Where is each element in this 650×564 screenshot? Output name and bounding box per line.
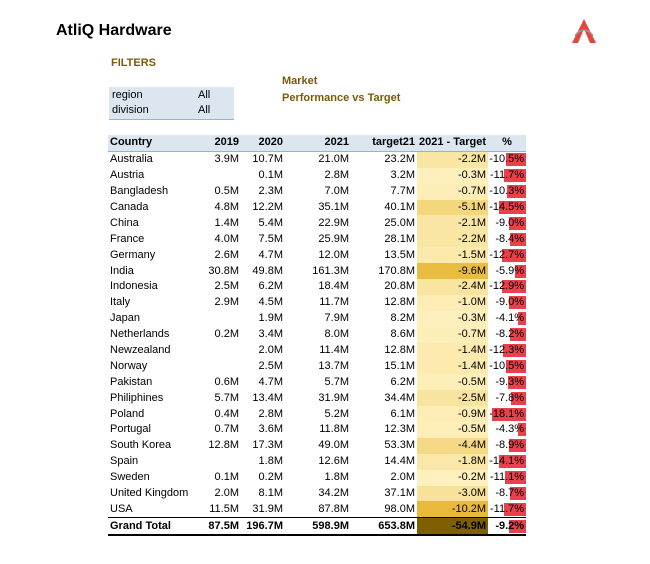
cell-diff: -0.3M (417, 311, 488, 327)
cell-target21: 653.8M (351, 518, 417, 535)
cell-diff: -0.9M (417, 406, 488, 422)
pct-value: -14.5% (489, 201, 525, 213)
report-title (282, 73, 400, 107)
cell-pct (488, 168, 526, 184)
cell-country: Grand Total (108, 518, 197, 535)
cell-target21: 53.3M (384, 439, 415, 452)
cell-2019: 0.7M (214, 423, 239, 436)
cell-country: United Kingdom (110, 487, 189, 500)
filter-key: division (112, 104, 149, 116)
cell-country: Norway (110, 359, 148, 372)
cell-target21: 7.7M (390, 185, 415, 198)
cell-2019: 11.5M (209, 502, 239, 515)
cell-2021: 5.2M (324, 407, 349, 420)
report-title-line2: Performance vs Target (282, 92, 401, 104)
filter-key: region (112, 89, 143, 101)
cell-2020: 8.1M (258, 487, 283, 500)
cell-pct (488, 263, 526, 279)
cell-target21: 37.1M (384, 487, 415, 500)
pct-value: -11.1% (490, 471, 525, 484)
cell-diff: -10.2M (417, 501, 488, 517)
pct-value: -8.4% (495, 232, 525, 245)
cell-2019 (197, 311, 241, 327)
cell-pct (488, 470, 526, 486)
cell-target21: 14.4M (384, 455, 415, 468)
cell-2020: 1.8M (258, 455, 283, 468)
cell-2019: 0.1M (214, 471, 239, 484)
col-header-target21[interactable]: target21 (351, 135, 417, 151)
cell-2019: 3.9M (214, 153, 239, 166)
cell-2021: 34.2M (318, 487, 349, 500)
cell-target21: 25.0M (384, 216, 415, 229)
pct-value: -9.2% (495, 519, 525, 532)
cell-country: Canada (110, 201, 149, 213)
cell-country: Italy (110, 296, 131, 309)
cell-target21: 8.6M (390, 328, 415, 341)
cell-2019: 0.4M (214, 407, 239, 420)
table-row[interactable] (108, 200, 526, 216)
pct-value: -5.9% (495, 264, 525, 277)
table-row[interactable] (108, 501, 526, 517)
cell-country: Spain (110, 455, 139, 468)
cell-pct (488, 343, 526, 359)
cell-2021: 12.6M (318, 455, 349, 468)
cell-country: Newzealand (110, 344, 171, 357)
table-body (108, 151, 526, 535)
cell-2021: 87.8M (318, 502, 349, 515)
table-row[interactable] (108, 454, 526, 470)
table-row[interactable] (108, 406, 526, 422)
cell-target21: 20.8M (384, 280, 415, 293)
cell-country: China (110, 216, 139, 229)
cell-target21: 15.1M (384, 359, 415, 372)
cell-2021: 11.4M (319, 344, 349, 357)
cell-pct (488, 231, 526, 247)
cell-target21: 12.3M (384, 423, 415, 436)
cell-2021: 7.9M (324, 312, 349, 325)
cell-target21: 6.1M (390, 407, 415, 420)
cell-2019 (197, 454, 241, 470)
cell-target21: 23.2M (384, 153, 415, 166)
cell-2020: 17.3M (252, 439, 283, 452)
table-row[interactable] (108, 311, 526, 327)
cell-2019: 4.8M (214, 201, 239, 213)
cell-2019: 4.0M (214, 232, 239, 245)
filter-panel (109, 87, 234, 120)
cell-country: South Korea (110, 439, 172, 452)
cell-target21: 8.2M (390, 312, 415, 325)
table-row[interactable] (108, 279, 526, 295)
cell-2021: 22.9M (318, 216, 349, 229)
cell-2020: 49.8M (252, 264, 283, 277)
cell-diff: -1.4M (417, 343, 488, 359)
cell-country: Portugal (110, 423, 151, 436)
cell-diff: -2.2M (417, 151, 488, 167)
cell-2021: 7.0M (324, 185, 349, 198)
cell-country: Austria (110, 169, 145, 182)
cell-2019: 2.5M (214, 280, 239, 293)
pct-value: -11.7% (490, 169, 525, 182)
cell-country: Indonesia (110, 280, 158, 293)
cell-2019 (197, 343, 241, 359)
cell-2020: 10.7M (252, 153, 283, 166)
cell-country: Germany (110, 248, 156, 261)
cell-2019: 0.2M (214, 328, 239, 341)
cell-2021: 18.4M (318, 280, 349, 293)
col-header-2019[interactable]: 2019 (197, 135, 241, 151)
cell-pct (488, 311, 526, 327)
cell-diff: -0.7M (417, 184, 488, 200)
table-row[interactable] (108, 327, 526, 343)
cell-diff: -2.4M (417, 279, 488, 295)
cell-2019: 5.7M (214, 391, 239, 404)
cell-pct (488, 295, 526, 311)
pct-value: -18.1% (489, 407, 525, 420)
cell-diff: -0.5M (417, 422, 488, 438)
cell-diff: -0.5M (417, 374, 488, 390)
cell-2021: 13.7M (318, 359, 349, 372)
cell-2020: 2.8M (258, 407, 283, 420)
cell-2021: 598.9M (285, 518, 351, 535)
cell-pct (488, 358, 526, 374)
pct-value: -9.0% (495, 216, 525, 229)
app-title: AtliQ Hardware (56, 22, 172, 39)
col-header-2020[interactable]: 2020 (241, 135, 285, 151)
cell-2019: 87.5M (197, 518, 241, 535)
pct-value: -10.3% (489, 185, 525, 198)
pct-value: -9.3% (495, 375, 525, 388)
cell-country: India (110, 264, 134, 277)
cell-2019: 2.9M (214, 296, 239, 309)
pct-value: -8.7% (495, 487, 525, 500)
cell-diff: -1.8M (417, 454, 488, 470)
cell-diff: -0.2M (417, 470, 488, 486)
cell-2019 (197, 358, 241, 374)
report-title-line1: Market (282, 75, 318, 87)
table-row[interactable] (108, 438, 526, 454)
cell-2019 (197, 168, 241, 184)
cell-2020: 0.2M (258, 471, 283, 484)
cell-diff: -5.1M (417, 200, 488, 216)
cell-country: Netherlands (110, 328, 170, 341)
cell-diff: -0.7M (417, 327, 488, 343)
cell-2020: 2.3M (258, 185, 283, 198)
cell-pct (488, 501, 526, 517)
cell-2021: 8.0M (324, 328, 349, 341)
cell-pct (488, 247, 526, 263)
cell-2020: 5.4M (258, 216, 283, 229)
cell-2020: 4.5M (258, 296, 283, 309)
cell-2021: 25.9M (318, 232, 349, 245)
cell-2021: 11.8M (319, 423, 349, 436)
table-row[interactable] (108, 263, 526, 279)
table-row[interactable] (108, 486, 526, 502)
pct-value: -14.1% (489, 455, 525, 468)
table-row[interactable] (108, 215, 526, 231)
pct-value: -12.9% (489, 280, 525, 293)
cell-target21: 98.0M (384, 502, 415, 515)
cell-country: France (110, 232, 145, 245)
cell-country: USA (110, 502, 133, 515)
filters-label: FILTERS (111, 57, 157, 69)
pct-value: -12.7% (489, 248, 525, 261)
cell-2021: 49.0M (318, 439, 349, 452)
table-row[interactable] (108, 295, 526, 311)
table-row[interactable] (108, 247, 526, 263)
pct-value: -10.5% (489, 153, 525, 166)
cell-diff: -1.0M (417, 295, 488, 311)
cell-diff: -1.5M (417, 247, 488, 263)
cell-pct (488, 151, 526, 167)
cell-diff: -9.6M (417, 263, 488, 279)
pct-value: -12.3% (489, 344, 525, 357)
cell-pct (488, 406, 526, 422)
pct-value: -4.1% (495, 312, 525, 325)
cell-2019: 0.6M (214, 375, 239, 388)
cell-2021: 1.8M (324, 471, 349, 484)
col-header-country[interactable]: Country (108, 135, 197, 151)
cell-diff: -2.2M (417, 231, 488, 247)
table-total-row[interactable] (108, 518, 526, 535)
cell-2020: 6.2M (258, 280, 283, 293)
cell-2021: 21.0M (318, 153, 349, 166)
cell-2020: 31.9M (252, 502, 283, 515)
cell-2019: 2.0M (214, 487, 239, 500)
pct-value: -4.3% (495, 423, 525, 436)
table-row[interactable] (108, 470, 526, 486)
cell-pct (488, 327, 526, 343)
filter-value[interactable]: All (198, 89, 211, 101)
table-row[interactable] (108, 374, 526, 390)
cell-2019: 1.4M (214, 216, 239, 229)
table-row[interactable] (108, 184, 526, 200)
pct-value: -9.0% (495, 296, 525, 309)
cell-2019: 2.6M (214, 248, 239, 261)
pct-value: -10.5% (489, 359, 525, 372)
cell-country: Japan (110, 312, 140, 325)
cell-target21: 6.2M (390, 375, 415, 388)
cell-2020: 0.1M (258, 169, 283, 182)
cell-2021: 161.3M (312, 264, 349, 277)
cell-pct (488, 374, 526, 390)
cell-diff: -54.9M (417, 518, 488, 535)
cell-pct (488, 200, 526, 216)
cell-2020: 2.0M (258, 344, 283, 357)
cell-country: Philiphines (110, 391, 164, 404)
cell-2020: 4.7M (258, 375, 283, 388)
cell-diff: -2.5M (417, 390, 488, 406)
table-row[interactable] (108, 168, 526, 184)
cell-diff: -0.3M (417, 168, 488, 184)
cell-diff: -1.4M (417, 358, 488, 374)
cell-pct (488, 279, 526, 295)
cell-country: Poland (110, 407, 145, 420)
cell-pct (488, 486, 526, 502)
cell-2020: 1.9M (258, 312, 283, 325)
cell-2020: 12.2M (252, 201, 283, 213)
cell-country: Australia (110, 153, 153, 166)
cell-2021: 31.9M (318, 391, 349, 404)
cell-2021: 2.8M (324, 169, 349, 182)
cell-pct (488, 390, 526, 406)
cell-2019: 12.8M (208, 439, 239, 452)
table-row[interactable] (108, 343, 526, 359)
cell-2020: 3.4M (258, 328, 283, 341)
cell-diff: -3.0M (417, 486, 488, 502)
cell-2020: 2.5M (258, 359, 283, 372)
cell-pct (488, 438, 526, 454)
table-row[interactable] (108, 422, 526, 438)
cell-2021: 11.7M (319, 296, 349, 309)
col-header-2021[interactable]: 2021 (285, 135, 351, 151)
cell-target21: 13.5M (384, 248, 415, 261)
cell-pct (488, 454, 526, 470)
pct-value: -8.9% (495, 439, 525, 452)
cell-2021: 35.1M (318, 201, 349, 213)
cell-pct (488, 422, 526, 438)
table-row[interactable] (108, 390, 526, 406)
col-header-pct[interactable]: % (488, 135, 526, 151)
filter-value[interactable]: All (198, 104, 211, 116)
cell-2020: 7.5M (258, 232, 283, 245)
col-header-diff[interactable]: 2021 - Target (417, 135, 488, 151)
cell-2021: 5.7M (324, 375, 349, 388)
cell-2020: 3.6M (258, 423, 283, 436)
cell-diff: -2.1M (417, 215, 488, 231)
cell-target21: 28.1M (384, 232, 415, 245)
pct-value: -7.8% (495, 391, 525, 404)
cell-2020: 13.4M (252, 391, 283, 404)
cell-target21: 3.2M (390, 169, 415, 182)
table-header-row (108, 135, 526, 151)
cell-target21: 12.8M (384, 296, 415, 309)
table-row[interactable] (108, 358, 526, 374)
atliq-logo-icon (571, 18, 597, 44)
table-row[interactable] (108, 231, 526, 247)
cell-2019: 0.5M (214, 185, 239, 198)
cell-country: Pakistan (110, 375, 153, 388)
pct-value: -11.7% (490, 502, 525, 515)
cell-2021: 12.0M (318, 248, 349, 261)
table-row[interactable] (108, 151, 526, 167)
cell-country: Sweden (110, 471, 150, 484)
performance-table (108, 135, 526, 536)
pct-value: -8.2% (495, 328, 525, 341)
cell-country: Bangladesh (110, 185, 169, 198)
cell-pct (488, 184, 526, 200)
cell-target21: 2.0M (390, 471, 415, 484)
cell-target21: 34.4M (384, 391, 415, 404)
cell-2019: 30.8M (208, 264, 239, 277)
cell-diff: -4.4M (417, 438, 488, 454)
cell-pct (488, 518, 526, 535)
cell-target21: 40.1M (384, 201, 415, 213)
cell-pct (488, 215, 526, 231)
cell-target21: 12.8M (384, 344, 415, 357)
cell-2020: 4.7M (258, 248, 283, 261)
cell-2020: 196.7M (241, 518, 285, 535)
cell-target21: 170.8M (378, 264, 415, 277)
